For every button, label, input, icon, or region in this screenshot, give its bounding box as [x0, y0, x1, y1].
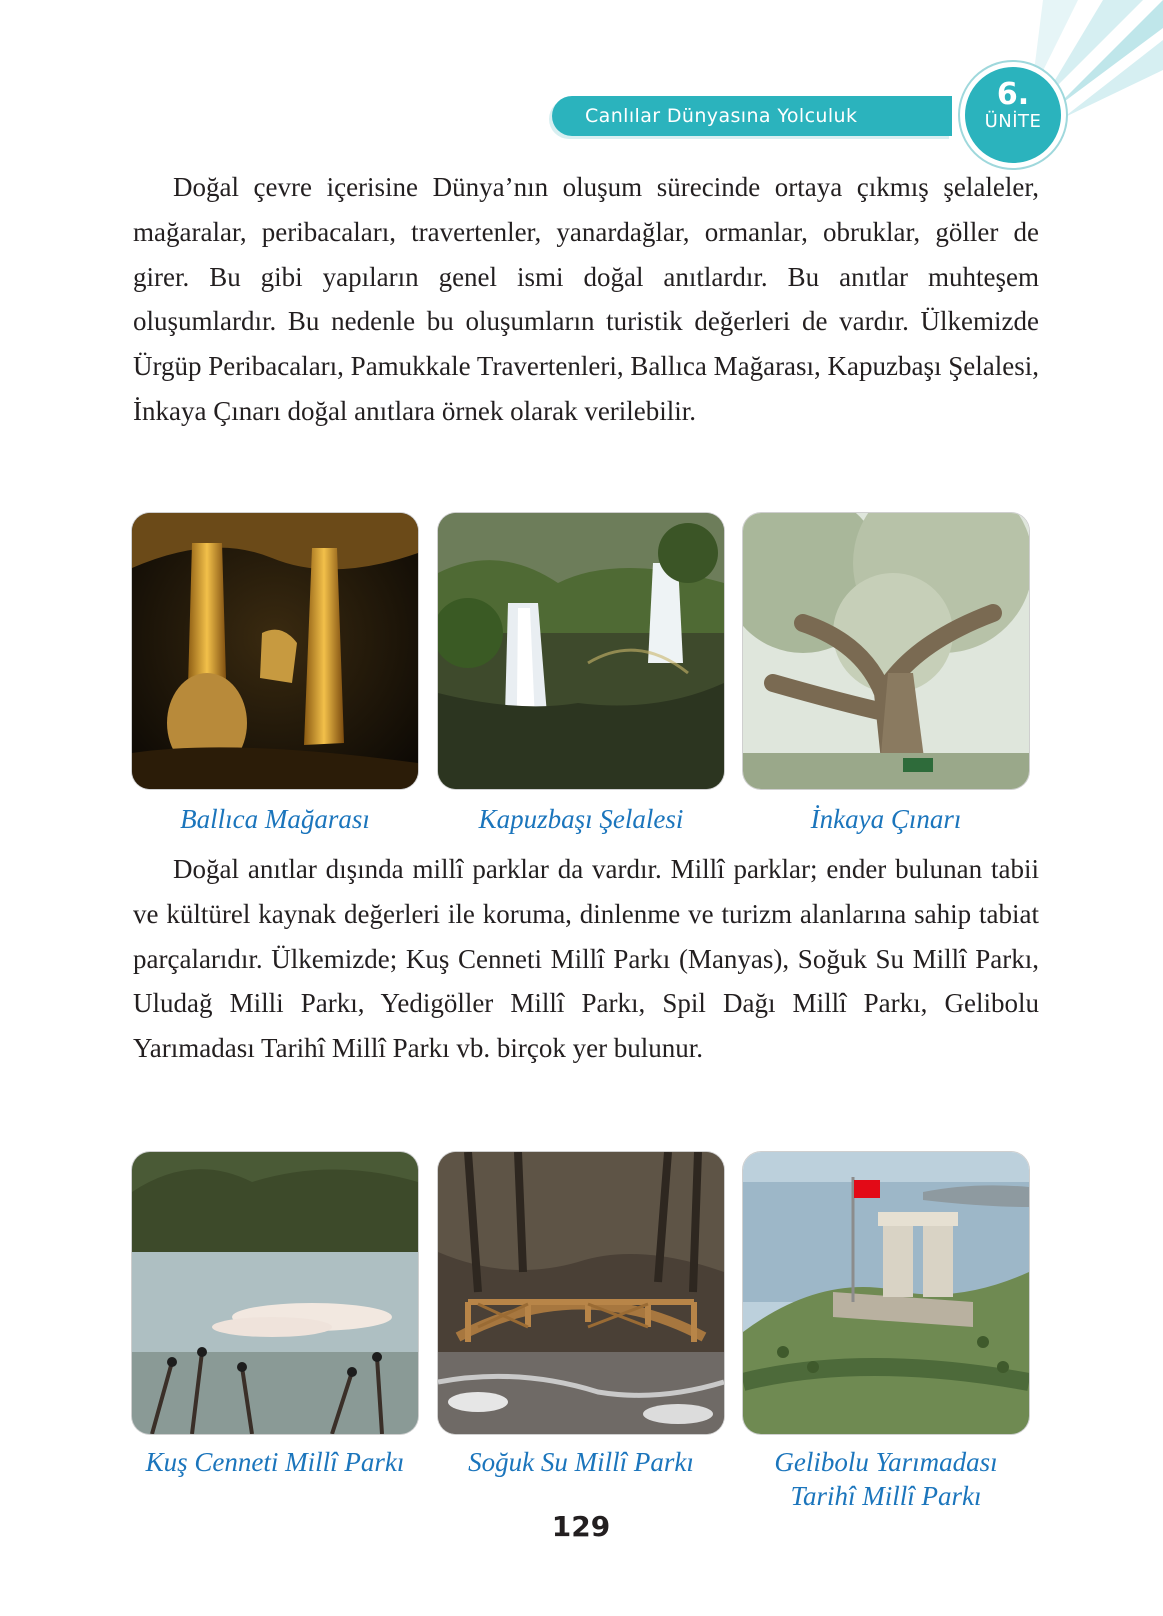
photo-soguk-su	[438, 1152, 724, 1434]
caption-inkaya-plane-tree: İnkaya Çınarı	[810, 804, 962, 834]
photo-ballica-cave	[132, 513, 418, 789]
chapter-title: Canlılar Dünyasına Yolculuk	[585, 105, 858, 127]
paragraph-natural-monuments: Doğal çevre içerisine Dünya’nın oluşum sürecinde ortaya çıkmış şelaleler, mağaralar, peribacaları, travertenler, yanardağlar, ormanlar, obruklar, göller de girer. Bu gibi yapıların genel ismi doğal anıtlardır. Bu anıtlar muhteşem oluşumlardır. Bu nedenle bu oluşumların turistik değerleri de vardır. Ülkemizde Ürgüp Peribacaları, Pamukkale Travertenleri, Ballıca Mağarası, Kapuzbaşı Şelalesi, İnkaya Çınarı doğal anıtlara örnek olarak verilebilir.	[133, 172, 1039, 426]
photo-inkaya-plane-tree	[743, 513, 1029, 789]
page-number: 129	[551, 1510, 611, 1543]
caption-gelibolu-line1: Gelibolu Yarımadası	[774, 1447, 998, 1477]
caption-gelibolu-line2: Tarihî Millî Parkı	[790, 1481, 982, 1511]
photo-gelibolu	[743, 1152, 1029, 1434]
caption-kus-cenneti: Kuş Cenneti Millî Parkı	[145, 1447, 405, 1477]
caption-soguk-su: Soğuk Su Millî Parkı	[468, 1447, 694, 1477]
paragraph-national-parks: Doğal anıtlar dışında millî parklar da vardır. Millî parklar; ender bulunan tabii ve kültürel kaynak değerleri ile koruma, dinlenme ve turizm alanlarına sahip tabiat parçalarıdır. Ülkemizde; Kuş Cenneti Millî Parkı (Manyas), Soğuk Su Millî Parkı, Uludağ Milli Parkı, Yedigöller Millî Parkı, Spil Dağı Millî Parkı, Gelibolu Yarımadası Tarihî Millî Parkı vb. birçok yer bulunur.	[133, 854, 1039, 1064]
unit-badge	[960, 62, 1066, 168]
unit-number: 6.	[996, 77, 1030, 112]
caption-kapuzbasi-waterfall: Kapuzbaşı Şelalesi	[478, 804, 684, 834]
caption-ballica-cave: Ballıca Mağarası	[180, 804, 370, 834]
photo-kapuzbasi-waterfall	[438, 513, 724, 789]
unit-label: ÜNİTE	[984, 111, 1042, 132]
photo-kus-cenneti	[132, 1152, 418, 1434]
